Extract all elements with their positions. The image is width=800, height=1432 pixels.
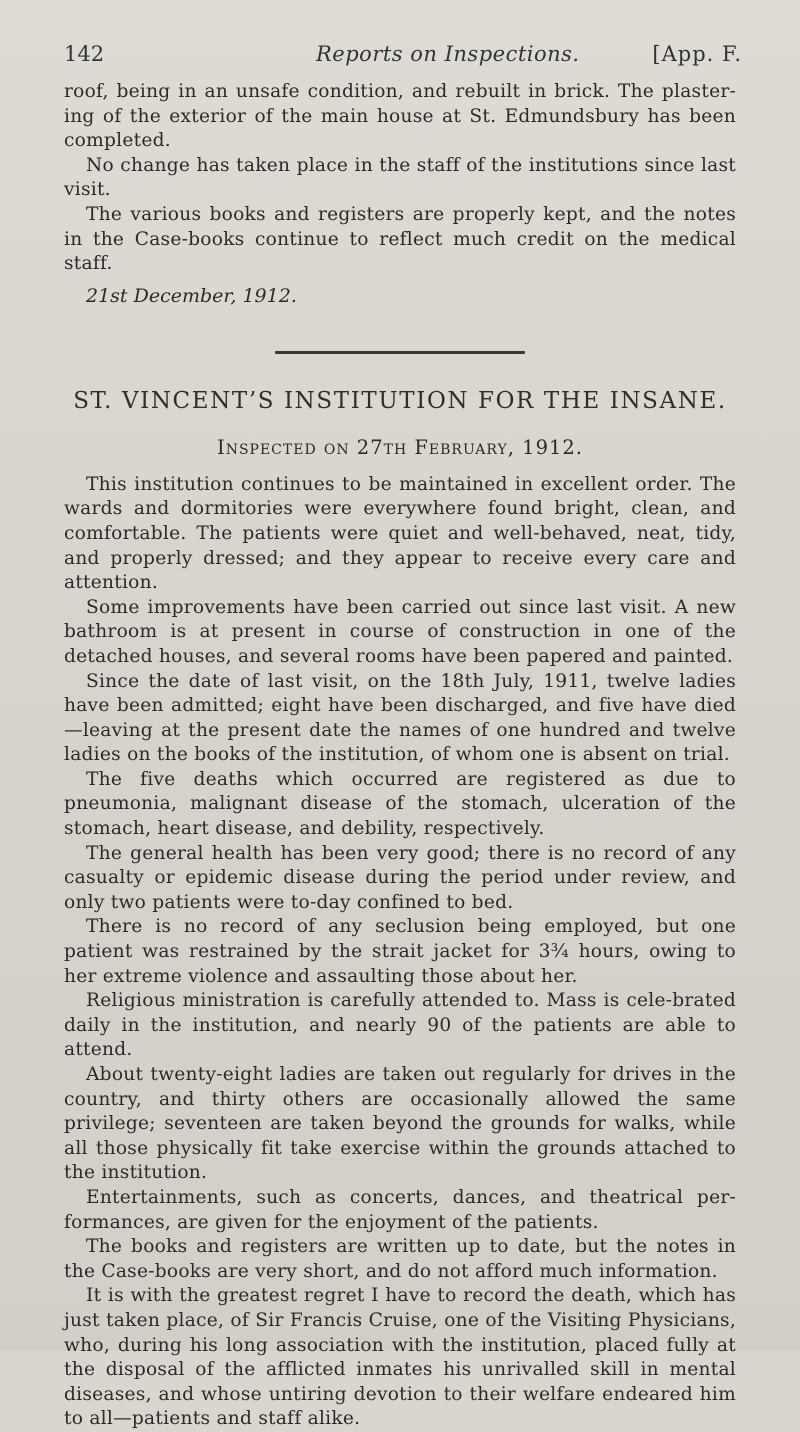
paragraph: About twenty-eight ladies are taken out regularly for drives in the country, and thirty others are occasionally allowed the same privilege; seventeen are taken beyond the grounds for walks, while all those physically fit take exercise within the grounds attached to the institution.: [64, 1064, 736, 1184]
section-title: ST. VINCENT’S INSTITUTION FOR THE INSANE.: [73, 387, 727, 414]
paragraph: The books and registers are written up to date, but the notes in the Case-books are very short, and do not afford much information.: [64, 1236, 736, 1282]
paragraph: roof, being in an unsafe condition, and rebuilt in brick. The plaster-ing of the exterior of the main house at St. Edmundsbury has been completed.: [64, 81, 736, 152]
paragraph: Religious ministration is carefully attended to. Mass is cele-brated daily in the institution, and nearly 90 of the patients are able to attend.: [64, 990, 736, 1061]
paragraph: The various books and registers are properly kept, and the notes in the Case-books continue to reflect much credit on the medical staff.: [64, 203, 736, 275]
paragraph: There is no record of any seclusion being employed, but one patient was restrained by the strait jacket for 3¾ hours, owing to her extreme violence and assaulting those about her.: [64, 916, 736, 987]
page-number: 142: [64, 42, 105, 66]
section-divider: [275, 351, 525, 354]
appendix-label: [App. F.: [652, 42, 742, 66]
paragraph: The general health has been very good; there is no record of any casualty or epidemic disease during the period under review, and only two patients were to-day confined to bed.: [64, 842, 736, 913]
paragraph: Since the date of last visit, on the 18th July, 1911, twelve ladies have been admitted; eight have been discharged, and five have died—leaving at the present date the names of one hundred and twelve ladies on the books of the institution, of whom one is absent on trial.: [64, 670, 736, 766]
previous-report-tail: [64, 80, 736, 309]
paragraph: No change has taken place in the staff of the institutions since last visit.: [64, 154, 736, 201]
running-title: Reports on Inspections.: [316, 42, 580, 66]
paragraph: This institution continues to be maintained in excellent order. The wards and dormitories were everywhere found bright, clean, and comfortable. The patients were quiet and well-behaved, neat, tidy, and properly dressed; and they appear to receive every care and attention.: [64, 473, 736, 594]
inspection-date: Inspected on 27th February, 1912.: [217, 435, 583, 459]
paragraph: Entertainments, such as concerts, dances, and theatrical per-formances, are given for the enjoyment of the patients.: [64, 1186, 736, 1233]
section-body: [64, 473, 736, 1432]
paragraph: Some improvements have been carried out since last visit. A new bathroom is at present in course of construction in one of the detached houses, and several rooms have been papered and painted.: [64, 596, 736, 667]
running-head: [64, 42, 742, 72]
paragraph: The five deaths which occurred are registered as due to pneumonia, malignant disease of the stomach, ulceration of the stomach, heart disease, and debility, respectively.: [64, 768, 736, 840]
report-date: 21st December, 1912.: [86, 284, 297, 307]
paragraph: It is with the greatest regret I have to record the death, which has just taken place, of Sir Francis Cruise, one of the Visiting Physicians, who, during his long association with the institution, placed fully at the disposal of the afflicted inmates his unrivalled skill in mental diseases, and whose untiring devotion to their welfare endeared him to all—patients and staff alike.: [64, 1285, 736, 1430]
